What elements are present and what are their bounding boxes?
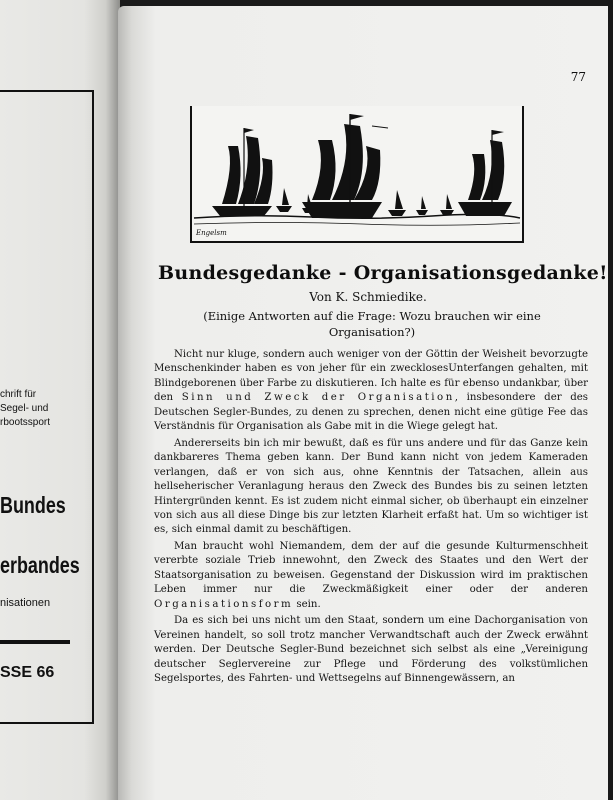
article-title: Bundesgedanke - Organisationsgedanke! bbox=[158, 262, 608, 284]
ad-address: SSE 66 bbox=[0, 664, 55, 681]
paragraph-1-text-b: , insbesondere der des Deutschen Segler-Bundes, zu denen zu sprechen, denen nicht eine gütige Fee das Verständnis für Organisation als Gabe mit in die Wiege gelegt hat. bbox=[154, 392, 588, 433]
ad-line-2: Segel- und bbox=[0, 403, 49, 414]
paragraph-3-emphasis: Organisationsform bbox=[154, 598, 294, 610]
sailing-ships-illustration bbox=[190, 106, 524, 243]
advertisement-box bbox=[0, 90, 94, 724]
paragraph-2: Andererseits bin ich mir bewußt, daß es für uns andere und für das Ganze kein dankbareres Thema geben kann. Der Bund kann nicht von jedem Kameraden verlangen, daß er von sich aus, ohne Kenntnis der Tatsachen, allein aus hellseherischer Veranlagung heraus den Zweck des Bundes bis zu seinen letzten Hintergründen kennt. Es ist zudem nicht einmal sicher, ob überhaupt ein einzelner von sich aus all diese Dinge bis zur letzten Klarheit erfaßt hat. Um so wichtiger ist es, sich einmal damit zu beschäftigen. bbox=[154, 437, 588, 536]
ship-center-icon bbox=[302, 114, 388, 218]
paragraph-3-text-b: sein. bbox=[293, 598, 321, 610]
ad-word-organisationen: nisationen bbox=[0, 597, 51, 609]
ship-left-icon bbox=[212, 128, 273, 216]
ad-line-1: chrift für bbox=[0, 389, 37, 400]
article-subtitle: (Einige Antworten auf die Frage: Wozu brauchen wir eine Organisation?) bbox=[203, 309, 541, 339]
paragraph-3-text-a: Man braucht wohl Niemandem, dem der auf die gesunde Kulturmenschheit vererbte soziale Trieb innewohnt, den Zweck des Staates und den Wert der Staatsorganisation zu beweisen. Gegenstand der Diskussion wird im praktischen Leben immer nur die Zweckmäßigkeit einer oder der anderen bbox=[154, 540, 588, 596]
paragraph-3 bbox=[154, 540, 588, 612]
ad-word-bundes: Bundes bbox=[0, 492, 66, 518]
paragraph-1-text-a: Nicht nur kluge, sondern auch weniger von der Göttin der Weisheit bevorzugte Menschenkinder haben es von jeher für ein zwecklosesUnterfangen gehalten, mit Blindgeborenen über Farbe zu diskutieren. Ich halte es für ebenso undankbar, über den bbox=[154, 349, 588, 404]
paragraph-1-emphasis: Sinn und Zweck der Organisation bbox=[181, 392, 455, 404]
previous-page bbox=[0, 0, 120, 800]
ships-drawing bbox=[192, 106, 522, 241]
paragraph-4: Da es sich bei uns nicht um den Staat, sondern um eine Dachorganisation von Vereinen handelt, so soll trotz mancher Verwandtschaft auch der Zweck erwähnt werden. Der Deutsche Segler-Bund bezeichnet sich selbst als eine „Vereinigung deutscher Seglervereine zur Pflege und Förderung des volkstümlichen Segelsportes, des Fahrten- und Wettsegelns auf Binnengewässern, an bbox=[154, 615, 588, 684]
ad-word-verbandes: erbandes bbox=[0, 552, 80, 578]
ship-right-icon bbox=[458, 130, 512, 216]
ad-rule bbox=[0, 640, 70, 644]
article-author: Von K. Schmiedike. bbox=[309, 290, 427, 304]
ad-line-3: rbootssport bbox=[0, 417, 51, 428]
paragraph-1 bbox=[154, 348, 588, 435]
book-page bbox=[118, 6, 608, 800]
article-body bbox=[154, 348, 588, 688]
illustration-signature: Engelsm bbox=[196, 229, 227, 237]
page-number: 77 bbox=[570, 70, 586, 84]
